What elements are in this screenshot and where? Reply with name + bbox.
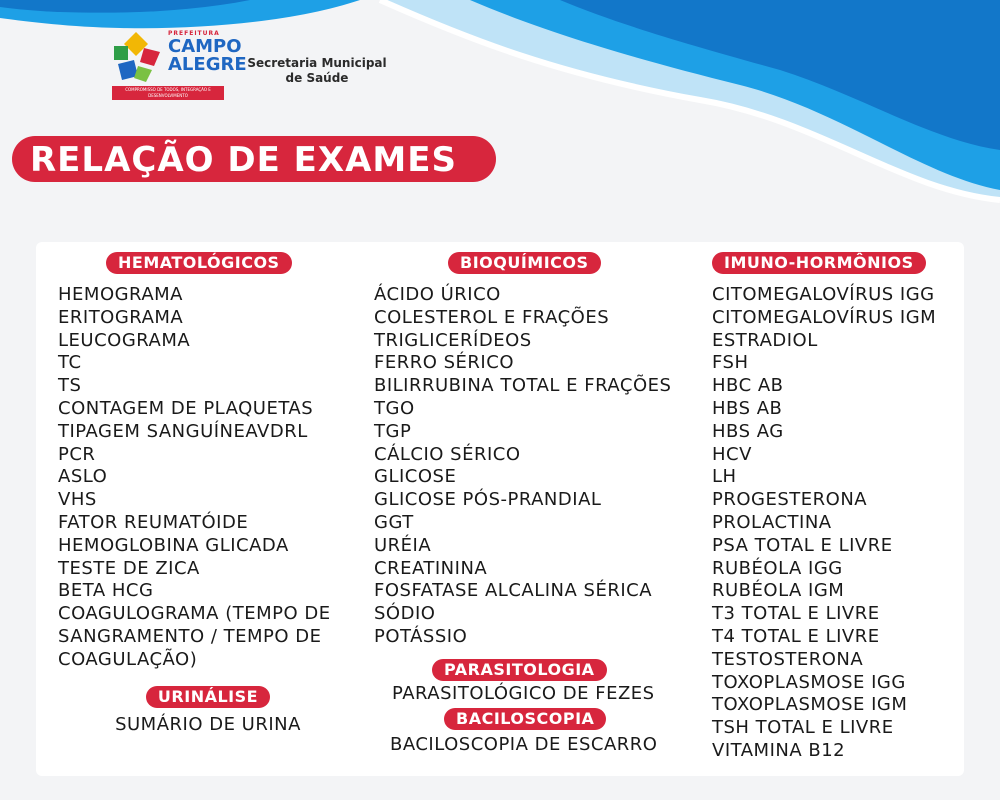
list-item: HEMOGLOBINA GLICADA	[58, 534, 289, 556]
list-item: VITAMINA B12	[712, 739, 846, 761]
list-item: RUBÉOLA IGM	[712, 580, 845, 602]
list-item: TRIGLICERÍDEOS	[374, 329, 532, 351]
list-item: CITOMEGALOVÍRUS IGG	[712, 284, 935, 305]
list-item: TESTE DE ZICA	[58, 557, 200, 579]
list-item: ERITOGRAMA	[58, 306, 184, 328]
list-item: HCV	[712, 443, 752, 465]
column-imuno-hormonios	[712, 252, 962, 763]
page-title: RELAÇÃO DE EXAMES	[12, 136, 496, 182]
list-item: FSH	[712, 352, 749, 374]
prefeitura-logo	[108, 28, 247, 108]
list-item: RUBÉOLA IGG	[712, 557, 843, 579]
secretaria-label	[242, 56, 392, 86]
list-item: FOSFATASE ALCALINA SÉRICA	[374, 580, 653, 602]
section-label-baciloscopia: BACILOSCOPIA	[444, 708, 606, 730]
list-baciloscopia	[374, 734, 704, 757]
list-item: ASLO	[58, 466, 108, 488]
list-bioquimicos	[374, 284, 704, 649]
section-label-hematologicos: HEMATOLÓGICOS	[106, 252, 292, 274]
list-item: CITOMEGALOVÍRUS IGM	[712, 306, 937, 328]
list-item: TESTOSTERONA	[712, 648, 864, 670]
list-item: VHS	[58, 489, 97, 511]
list-item: TSH TOTAL E LIVRE	[712, 717, 894, 739]
list-item: LEUCOGRAMA	[58, 329, 191, 351]
exams-card	[36, 242, 964, 776]
list-item: COAGULOGRAMA (TEMPO DE SANGRAMENTO / TEMPO DE COAGULAÇÃO)	[58, 603, 331, 670]
logo-campo-text: CAMPO	[168, 36, 242, 57]
list-item: ÁCIDO ÚRICO	[374, 284, 501, 305]
logo-prefeitura-text: PREFEITURA	[168, 30, 220, 37]
list-item: TS	[58, 375, 82, 397]
list-item: ESTRADIOL	[712, 329, 818, 351]
list-item: HEMOGRAMA	[58, 284, 183, 305]
list-item: PROLACTINA	[712, 511, 832, 533]
list-item: POTÁSSIO	[374, 625, 468, 647]
list-item: TIPAGEM SANGUÍNEAVDRL	[58, 420, 308, 442]
list-item: GGT	[374, 511, 414, 533]
list-item: FERRO SÉRICO	[374, 352, 514, 374]
list-hematologicos	[58, 284, 358, 672]
list-item: HBS AG	[712, 420, 784, 442]
section-label-parasitologia: PARASITOLOGIA	[432, 659, 607, 681]
secretaria-line1: Secretaria Municipal	[247, 56, 387, 70]
list-item: SÓDIO	[374, 603, 436, 625]
list-item: TGP	[374, 420, 412, 442]
list-item: COLESTEROL E FRAÇÕES	[374, 306, 610, 328]
secretaria-line2: de Saúde	[285, 71, 349, 85]
list-item: TC	[58, 352, 82, 374]
list-item: BILIRRUBINA TOTAL E FRAÇÕES	[374, 375, 672, 397]
list-item: TOXOPLASMOSE IGG	[712, 671, 906, 693]
list-item: HBS AB	[712, 397, 783, 419]
logo-tagline: COMPROMISSO DE TODOS, INTEGRAÇÃO E DESENVOLVIMENTO	[112, 86, 224, 100]
section-label-imuno-hormonios: IMUNO-HORMÔNIOS	[712, 252, 926, 274]
list-item: SUMÁRIO DE URINA	[115, 713, 301, 735]
list-item: PSA TOTAL E LIVRE	[712, 534, 893, 556]
list-item: PARASITOLÓGICO DE FEZES	[392, 682, 655, 704]
list-item: PROGESTERONA	[712, 489, 868, 511]
list-item: CONTAGEM DE PLAQUETAS	[58, 397, 314, 419]
list-item: BACILOSCOPIA DE ESCARRO	[390, 733, 658, 755]
campo-alegre-emblem-icon	[108, 30, 164, 84]
list-item: PCR	[58, 443, 96, 465]
list-urinalise	[58, 714, 358, 737]
list-item: BETA HCG	[58, 580, 154, 602]
section-label-bioquimicos: BIOQUÍMICOS	[448, 252, 601, 274]
column-hematologicos	[58, 252, 358, 736]
list-item: LH	[712, 466, 737, 488]
list-item: URÉIA	[374, 534, 432, 556]
list-item: HBC AB	[712, 375, 784, 397]
list-item: TOXOPLASMOSE IGM	[712, 694, 908, 716]
column-bioquimicos	[374, 252, 704, 756]
list-item: GLICOSE PÓS-PRANDIAL	[374, 489, 602, 511]
list-imuno-hormonios	[712, 284, 962, 763]
list-item: CÁLCIO SÉRICO	[374, 443, 521, 465]
list-item: FATOR REUMATÓIDE	[58, 511, 249, 533]
list-item: T4 TOTAL E LIVRE	[712, 625, 880, 647]
list-item: CREATININA	[374, 557, 488, 579]
list-item: TGO	[374, 397, 415, 419]
section-label-urinalise: URINÁLISE	[146, 686, 270, 708]
logo-alegre-text: ALEGRE	[168, 54, 247, 75]
list-parasitologia	[374, 683, 704, 706]
list-item: T3 TOTAL E LIVRE	[712, 603, 880, 625]
list-item: GLICOSE	[374, 466, 457, 488]
